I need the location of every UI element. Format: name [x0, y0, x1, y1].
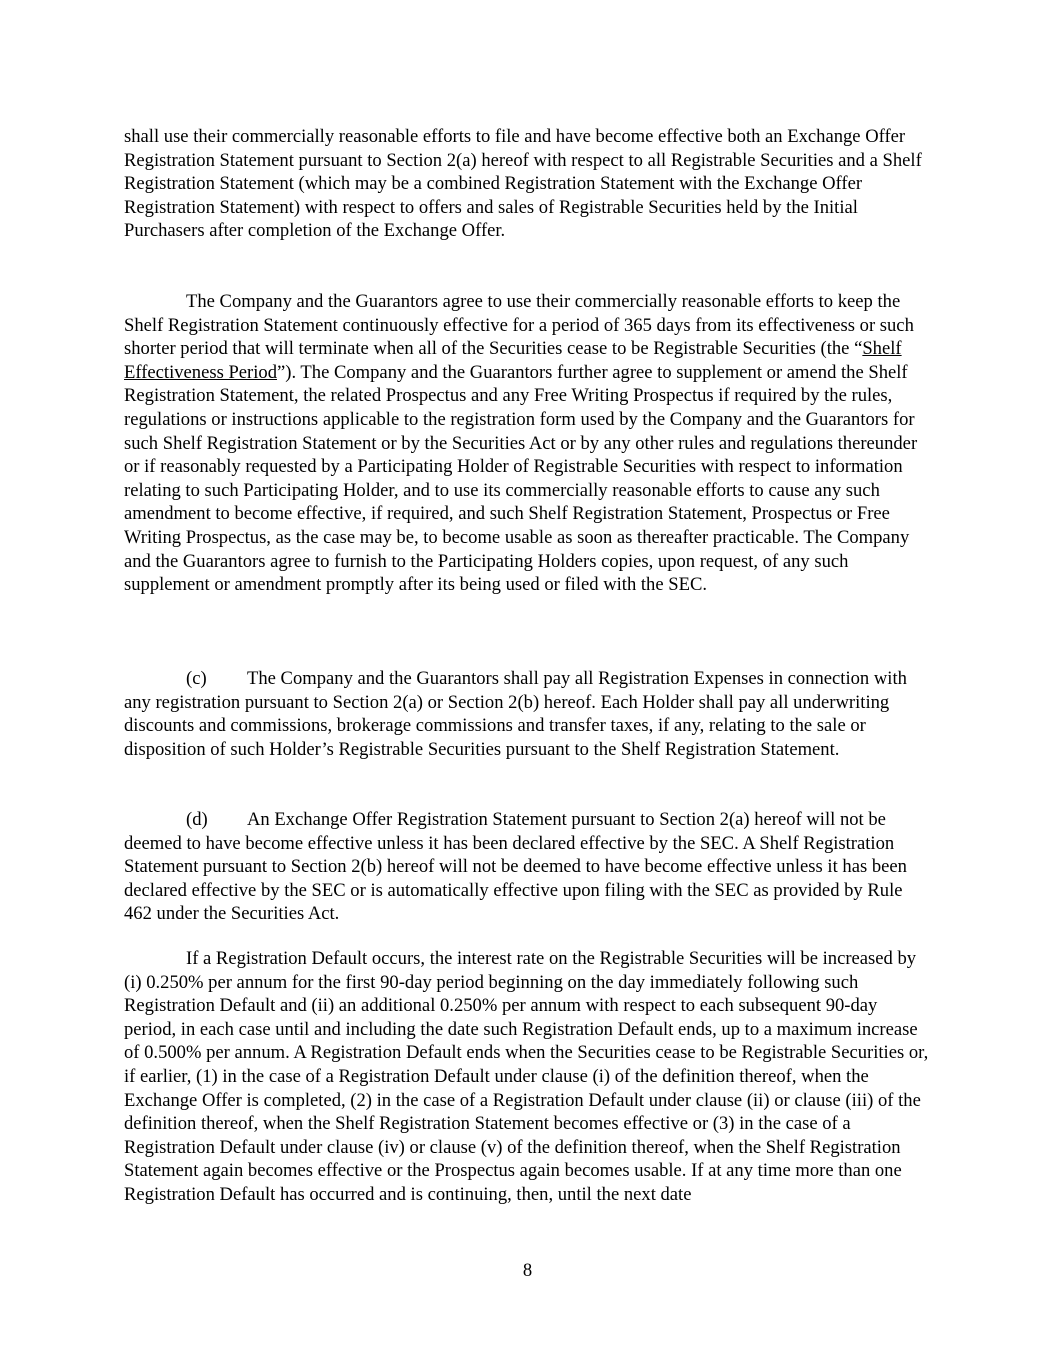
paragraph-text: If a Registration Default occurs, the interest rate on the Registrable Securities will be increased by (i) 0.250% per annum for the first 90-day period beginning on the day immediately following such Registration Default and (ii) an additional 0.250% per annum with respect to each subsequent 90-day period, in each case until and including the date such Registration Default ends, up to a maximum increase of 0.500% per annum. A Registration Default ends when the Securities cease to be Registrable Securities or, if earlier, (1) in the case of a Registration Default under clause (i) of the definition thereof, when the Exchange Offer is completed, (2) in the case of a Registration Default under clause (ii) or clause (iii) of the definition thereof, when the Shelf Registration Statement becomes effective or (3) in the case of a Registration Default under clause (iv) or clause (v) of the definition thereof, when the Shelf Registration Statement again becomes effective or the Prospectus again becomes usable. If at any time more than one Registration Default has occurred and is continuing, then, until the next date — [124, 948, 929, 1205]
clause-text: An Exchange Offer Registration Statement pursuant to Section 2(a) hereof will not be deemed to have become effective unless it has been declared effective by the SEC. A Shelf Registration Statement pursuant to Section 2(b) hereof will not be deemed to have become effective unless it has been declared effective by the SEC or is automatically effective upon filing with the SEC as provided by Rule 462 under the Securities Act. — [124, 809, 907, 925]
paragraph-clause-c — [124, 667, 934, 761]
paragraph-clause-d — [124, 808, 934, 926]
clause-label: (c) — [186, 668, 207, 689]
paragraph-text-before: The Company and the Guarantors agree to use their commercially reasonable efforts to keep the Shelf Registration Statement continuously effective for a period of 365 days from its effectiveness or such shorter period that will terminate when all of the Securities cease to be Registrable Securities (the “ — [124, 291, 914, 360]
clause-label: (d) — [186, 809, 208, 830]
page-number: 8 — [522, 1260, 533, 1281]
paragraph-text-after: ”). The Company and the Guarantors further agree to supplement or amend the Shelf Registration Statement, the related Prospectus and any Free Writing Prospectus if required by the rules, regulations or instructions applicable to the registration form used by the Company and the Guarantors for such Shelf Registration Statement or by the Securities Act or by any other rules and regulations thereunder or if reasonably requested by a Participating Holder of Registrable Securities with respect to information relating to such Participating Holder, and to use its commercially reasonable efforts to cause any such amendment to become effective, if required, and such Shelf Registration Statement, Prospectus or Free Writing Prospectus, as the case may be, to become usable as soon as thereafter practicable. The Company and the Guarantors agree to furnish to the Participating Holders copies, upon request, of any such supplement or amendment promptly after its being used or filed with the SEC. — [124, 361, 918, 596]
clause-text: The Company and the Guarantors shall pay all Registration Expenses in connection with any registration pursuant to Section 2(a) or Section 2(b) hereof. Each Holder shall pay all underwriting discounts and commissions, brokerage commissions and transfer taxes, if any, relating to the sale or disposition of such Holder’s Registrable Securities pursuant to the Shelf Registration Statement. — [124, 668, 907, 760]
paragraph-registration-default — [124, 947, 934, 1207]
paragraph-shelf-effectiveness — [124, 290, 934, 597]
paragraph-text — [124, 290, 934, 597]
paragraph-text: shall use their commercially reasonable efforts to file and have become effective both an Exchange Offer Registration Statement pursuant to Section 2(a) hereof with respect to all Registrable Securities and a Shelf Registration Statement (which may be a combined Registration Statement with the Exchange Offer Registration Statement) with respect to offers and sales of Registrable Securities held by the Initial Purchasers after completion of the Exchange Offer. — [124, 126, 922, 242]
paragraph-continuation — [124, 125, 934, 243]
clause-paragraph — [124, 808, 934, 926]
defined-term: Shelf Effectiveness Period — [124, 338, 902, 383]
clause-paragraph — [124, 667, 934, 761]
